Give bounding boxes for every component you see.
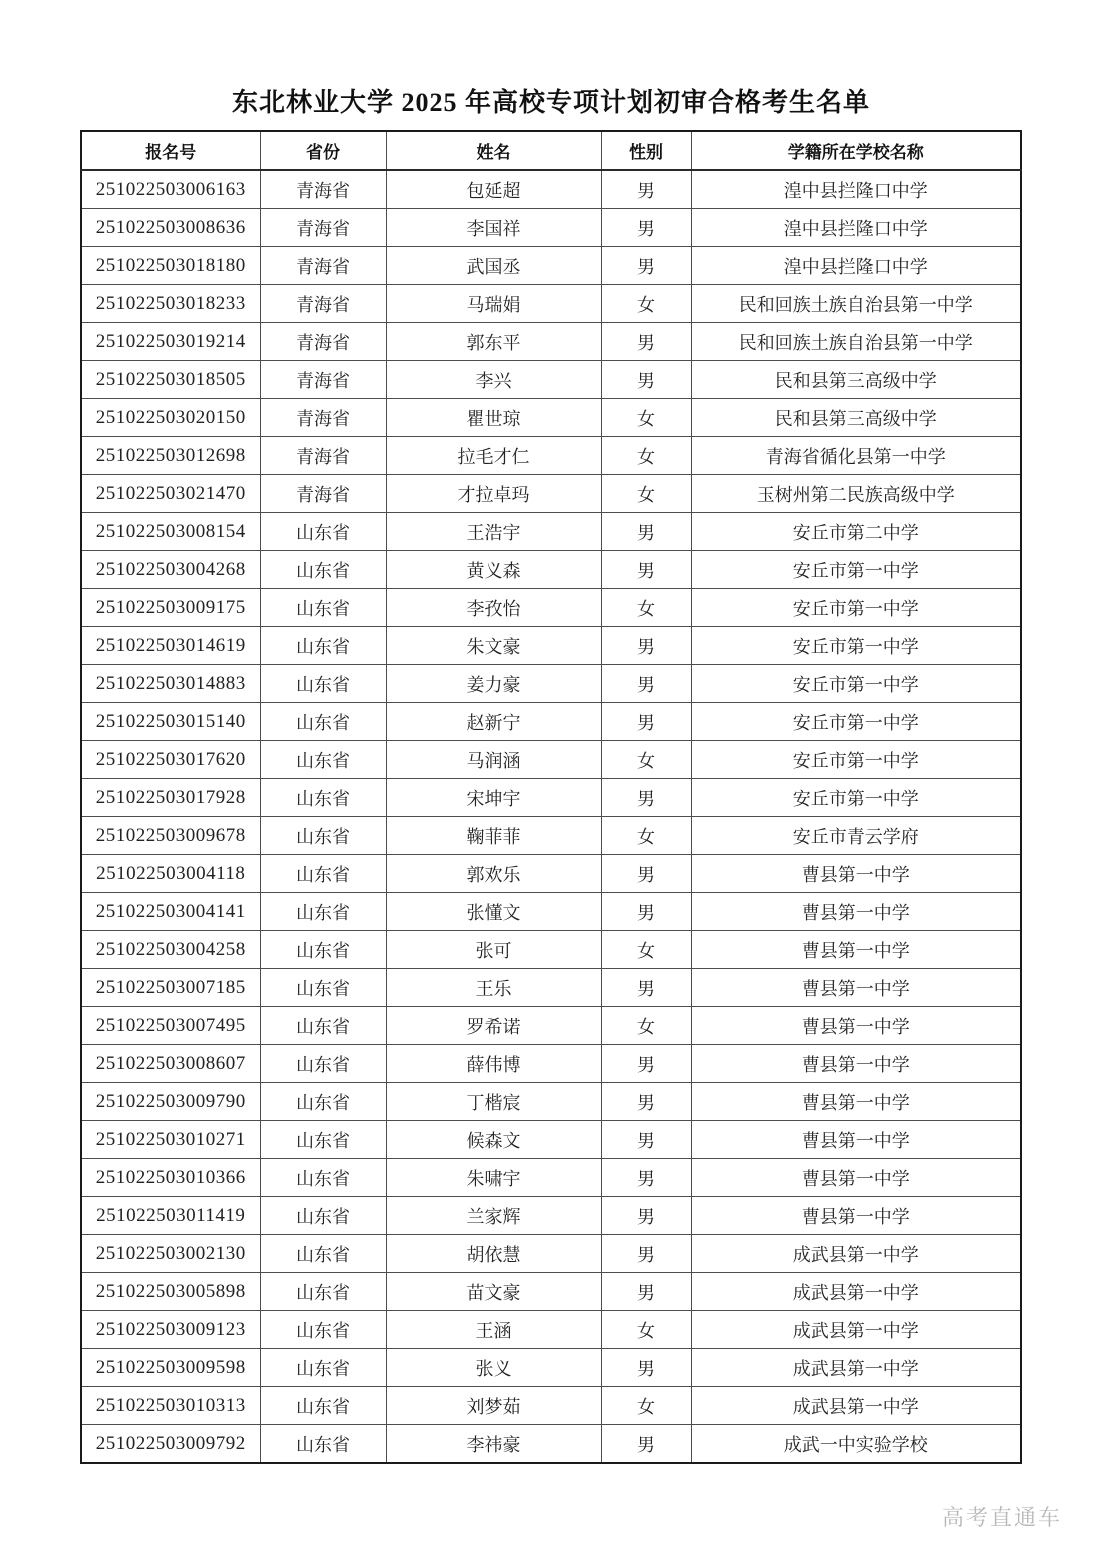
cell-name: 李孜怡 — [386, 589, 601, 627]
cell-regno: 251022503007495 — [81, 1007, 260, 1045]
cell-regno: 251022503005898 — [81, 1273, 260, 1311]
cell-school: 成武县第一中学 — [691, 1311, 1021, 1349]
cell-regno: 251022503010271 — [81, 1121, 260, 1159]
cell-province: 青海省 — [260, 361, 386, 399]
cell-name: 拉毛才仁 — [386, 437, 601, 475]
table-row — [81, 1121, 1021, 1159]
cell-school: 安丘市第一中学 — [691, 741, 1021, 779]
cell-gender: 女 — [601, 1007, 691, 1045]
cell-gender: 男 — [601, 1083, 691, 1121]
cell-name: 兰家辉 — [386, 1197, 601, 1235]
cell-gender: 女 — [601, 437, 691, 475]
cell-name: 黄义森 — [386, 551, 601, 589]
cell-province: 山东省 — [260, 817, 386, 855]
cell-province: 山东省 — [260, 1349, 386, 1387]
cell-school: 曹县第一中学 — [691, 931, 1021, 969]
cell-gender: 男 — [601, 1425, 691, 1464]
table-row — [81, 627, 1021, 665]
cell-province: 山东省 — [260, 779, 386, 817]
table-row — [81, 1159, 1021, 1197]
table-row — [81, 285, 1021, 323]
cell-regno: 251022503017620 — [81, 741, 260, 779]
cell-regno: 251022503008154 — [81, 513, 260, 551]
table-row — [81, 1425, 1021, 1464]
cell-name: 张懂文 — [386, 893, 601, 931]
table-row — [81, 209, 1021, 247]
cell-regno: 251022503009792 — [81, 1425, 260, 1464]
cell-school: 成武县第一中学 — [691, 1235, 1021, 1273]
cell-name: 丁楷宸 — [386, 1083, 601, 1121]
table-row — [81, 1083, 1021, 1121]
cell-province: 山东省 — [260, 1273, 386, 1311]
cell-school: 曹县第一中学 — [691, 969, 1021, 1007]
cell-gender: 女 — [601, 741, 691, 779]
cell-province: 青海省 — [260, 170, 386, 209]
cell-gender: 男 — [601, 209, 691, 247]
cell-province: 山东省 — [260, 969, 386, 1007]
cell-name: 赵新宁 — [386, 703, 601, 741]
cell-province: 山东省 — [260, 1425, 386, 1464]
cell-regno: 251022503004268 — [81, 551, 260, 589]
cell-gender: 男 — [601, 855, 691, 893]
cell-school: 湟中县拦隆口中学 — [691, 247, 1021, 285]
cell-gender: 女 — [601, 1387, 691, 1425]
column-header-name: 姓名 — [386, 131, 601, 170]
cell-gender: 男 — [601, 170, 691, 209]
cell-name: 鞠菲菲 — [386, 817, 601, 855]
table-row — [81, 437, 1021, 475]
cell-regno: 251022503010313 — [81, 1387, 260, 1425]
table-row — [81, 665, 1021, 703]
cell-name: 胡依慧 — [386, 1235, 601, 1273]
table-header-row — [81, 131, 1021, 170]
cell-province: 青海省 — [260, 437, 386, 475]
column-header-province: 省份 — [260, 131, 386, 170]
cell-gender: 男 — [601, 893, 691, 931]
table-row — [81, 817, 1021, 855]
cell-province: 山东省 — [260, 665, 386, 703]
cell-regno: 251022503014619 — [81, 627, 260, 665]
cell-gender: 男 — [601, 1273, 691, 1311]
cell-gender: 男 — [601, 665, 691, 703]
cell-regno: 251022503004141 — [81, 893, 260, 931]
cell-province: 山东省 — [260, 627, 386, 665]
cell-regno: 251022503014883 — [81, 665, 260, 703]
table-row — [81, 551, 1021, 589]
cell-name: 马瑞娟 — [386, 285, 601, 323]
cell-school: 民和县第三高级中学 — [691, 361, 1021, 399]
table-row — [81, 779, 1021, 817]
table-row — [81, 1007, 1021, 1045]
cell-school: 曹县第一中学 — [691, 1197, 1021, 1235]
cell-gender: 男 — [601, 1349, 691, 1387]
cell-regno: 251022503009598 — [81, 1349, 260, 1387]
cell-province: 山东省 — [260, 1235, 386, 1273]
cell-regno: 251022503004118 — [81, 855, 260, 893]
cell-province: 山东省 — [260, 589, 386, 627]
cell-province: 山东省 — [260, 1007, 386, 1045]
cell-regno: 251022503008607 — [81, 1045, 260, 1083]
table-row — [81, 1197, 1021, 1235]
cell-regno: 251022503018505 — [81, 361, 260, 399]
cell-regno: 251022503010366 — [81, 1159, 260, 1197]
cell-regno: 251022503004258 — [81, 931, 260, 969]
cell-gender: 男 — [601, 1159, 691, 1197]
cell-regno: 251022503012698 — [81, 437, 260, 475]
cell-regno: 251022503018233 — [81, 285, 260, 323]
cell-regno: 251022503020150 — [81, 399, 260, 437]
cell-province: 山东省 — [260, 741, 386, 779]
cell-province: 青海省 — [260, 475, 386, 513]
cell-regno: 251022503015140 — [81, 703, 260, 741]
cell-school: 曹县第一中学 — [691, 1083, 1021, 1121]
cell-school: 曹县第一中学 — [691, 893, 1021, 931]
cell-province: 山东省 — [260, 893, 386, 931]
cell-name: 朱文豪 — [386, 627, 601, 665]
cell-school: 安丘市第一中学 — [691, 627, 1021, 665]
cell-school: 湟中县拦隆口中学 — [691, 209, 1021, 247]
table-row — [81, 703, 1021, 741]
cell-school: 民和回族土族自治县第一中学 — [691, 285, 1021, 323]
cell-regno: 251022503021470 — [81, 475, 260, 513]
cell-name: 李国祥 — [386, 209, 601, 247]
table-row — [81, 247, 1021, 285]
cell-province: 青海省 — [260, 399, 386, 437]
cell-name: 王浩宇 — [386, 513, 601, 551]
table-row — [81, 513, 1021, 551]
cell-name: 王乐 — [386, 969, 601, 1007]
cell-name: 张义 — [386, 1349, 601, 1387]
table-row — [81, 399, 1021, 437]
cell-name: 姜力豪 — [386, 665, 601, 703]
column-header-school: 学籍所在学校名称 — [691, 131, 1021, 170]
cell-gender: 男 — [601, 513, 691, 551]
cell-gender: 男 — [601, 247, 691, 285]
cell-name: 郭东平 — [386, 323, 601, 361]
cell-name: 宋坤宇 — [386, 779, 601, 817]
cell-school: 曹县第一中学 — [691, 855, 1021, 893]
table-row — [81, 1387, 1021, 1425]
cell-name: 包延超 — [386, 170, 601, 209]
column-header-gender: 性别 — [601, 131, 691, 170]
cell-gender: 女 — [601, 589, 691, 627]
cell-province: 山东省 — [260, 703, 386, 741]
cell-school: 安丘市第一中学 — [691, 665, 1021, 703]
table-row — [81, 1235, 1021, 1273]
cell-regno: 251022503017928 — [81, 779, 260, 817]
cell-gender: 男 — [601, 1121, 691, 1159]
table-row — [81, 855, 1021, 893]
cell-province: 青海省 — [260, 247, 386, 285]
cell-school: 青海省循化县第一中学 — [691, 437, 1021, 475]
column-header-regno: 报名号 — [81, 131, 260, 170]
cell-school: 安丘市青云学府 — [691, 817, 1021, 855]
cell-school: 民和县第三高级中学 — [691, 399, 1021, 437]
cell-school: 安丘市第二中学 — [691, 513, 1021, 551]
cell-name: 李祎豪 — [386, 1425, 601, 1464]
cell-name: 才拉卓玛 — [386, 475, 601, 513]
cell-regno: 251022503009175 — [81, 589, 260, 627]
cell-province: 山东省 — [260, 1121, 386, 1159]
cell-school: 成武县第一中学 — [691, 1349, 1021, 1387]
cell-gender: 女 — [601, 817, 691, 855]
cell-gender: 男 — [601, 627, 691, 665]
cell-province: 山东省 — [260, 1045, 386, 1083]
cell-regno: 251022503007185 — [81, 969, 260, 1007]
cell-gender: 男 — [601, 1235, 691, 1273]
cell-province: 山东省 — [260, 855, 386, 893]
cell-school: 曹县第一中学 — [691, 1121, 1021, 1159]
cell-gender: 女 — [601, 285, 691, 323]
cell-gender: 男 — [601, 361, 691, 399]
cell-gender: 男 — [601, 323, 691, 361]
cell-name: 武国丞 — [386, 247, 601, 285]
cell-name: 罗希诺 — [386, 1007, 601, 1045]
cell-province: 山东省 — [260, 1083, 386, 1121]
cell-name: 朱啸宇 — [386, 1159, 601, 1197]
table-row — [81, 893, 1021, 931]
table-row — [81, 741, 1021, 779]
cell-province: 山东省 — [260, 1311, 386, 1349]
cell-name: 郭欢乐 — [386, 855, 601, 893]
table-row — [81, 1045, 1021, 1083]
cell-gender: 男 — [601, 551, 691, 589]
cell-province: 青海省 — [260, 285, 386, 323]
cell-regno: 251022503011419 — [81, 1197, 260, 1235]
cell-regno: 251022503006163 — [81, 170, 260, 209]
cell-school: 成武一中实验学校 — [691, 1425, 1021, 1464]
cell-school: 成武县第一中学 — [691, 1273, 1021, 1311]
cell-gender: 男 — [601, 779, 691, 817]
table-row — [81, 323, 1021, 361]
cell-regno: 251022503008636 — [81, 209, 260, 247]
cell-school: 安丘市第一中学 — [691, 703, 1021, 741]
cell-school: 安丘市第一中学 — [691, 551, 1021, 589]
cell-gender: 女 — [601, 399, 691, 437]
cell-school: 曹县第一中学 — [691, 1045, 1021, 1083]
cell-school: 安丘市第一中学 — [691, 779, 1021, 817]
cell-name: 薛伟博 — [386, 1045, 601, 1083]
cell-regno: 251022503009790 — [81, 1083, 260, 1121]
cell-school: 曹县第一中学 — [691, 1159, 1021, 1197]
cell-name: 李兴 — [386, 361, 601, 399]
table-row — [81, 1273, 1021, 1311]
cell-province: 山东省 — [260, 551, 386, 589]
cell-name: 张可 — [386, 931, 601, 969]
page-title: 东北林业大学 2025 年高校专项计划初审合格考生名单 — [231, 88, 870, 117]
cell-name: 候森文 — [386, 1121, 601, 1159]
cell-gender: 女 — [601, 1311, 691, 1349]
cell-school: 湟中县拦隆口中学 — [691, 170, 1021, 209]
cell-gender: 女 — [601, 475, 691, 513]
cell-name: 王涵 — [386, 1311, 601, 1349]
cell-regno: 251022503018180 — [81, 247, 260, 285]
cell-province: 青海省 — [260, 323, 386, 361]
table-row — [81, 1349, 1021, 1387]
cell-province: 山东省 — [260, 1159, 386, 1197]
cell-name: 刘梦茹 — [386, 1387, 601, 1425]
cell-name: 苗文豪 — [386, 1273, 601, 1311]
table-row — [81, 931, 1021, 969]
cell-province: 山东省 — [260, 1387, 386, 1425]
cell-school: 玉树州第二民族高级中学 — [691, 475, 1021, 513]
cell-name: 瞿世琼 — [386, 399, 601, 437]
cell-school: 曹县第一中学 — [691, 1007, 1021, 1045]
cell-regno: 251022503009123 — [81, 1311, 260, 1349]
cell-regno: 251022503019214 — [81, 323, 260, 361]
cell-gender: 男 — [601, 703, 691, 741]
cell-name: 马润涵 — [386, 741, 601, 779]
cell-gender: 男 — [601, 969, 691, 1007]
table-row — [81, 361, 1021, 399]
cell-gender: 男 — [601, 1197, 691, 1235]
cell-province: 青海省 — [260, 209, 386, 247]
cell-gender: 男 — [601, 1045, 691, 1083]
cell-regno: 251022503002130 — [81, 1235, 260, 1273]
cell-school: 安丘市第一中学 — [691, 589, 1021, 627]
cell-province: 山东省 — [260, 931, 386, 969]
cell-regno: 251022503009678 — [81, 817, 260, 855]
cell-school: 成武县第一中学 — [691, 1387, 1021, 1425]
cell-gender: 女 — [601, 931, 691, 969]
candidates-table — [80, 130, 1022, 1464]
cell-province: 山东省 — [260, 513, 386, 551]
cell-province: 山东省 — [260, 1197, 386, 1235]
table-row — [81, 969, 1021, 1007]
table-row — [81, 589, 1021, 627]
cell-school: 民和回族土族自治县第一中学 — [691, 323, 1021, 361]
table-row — [81, 1311, 1021, 1349]
table-row — [81, 475, 1021, 513]
table-row — [81, 170, 1021, 209]
watermark: 高考直通车 — [941, 1505, 1062, 1530]
